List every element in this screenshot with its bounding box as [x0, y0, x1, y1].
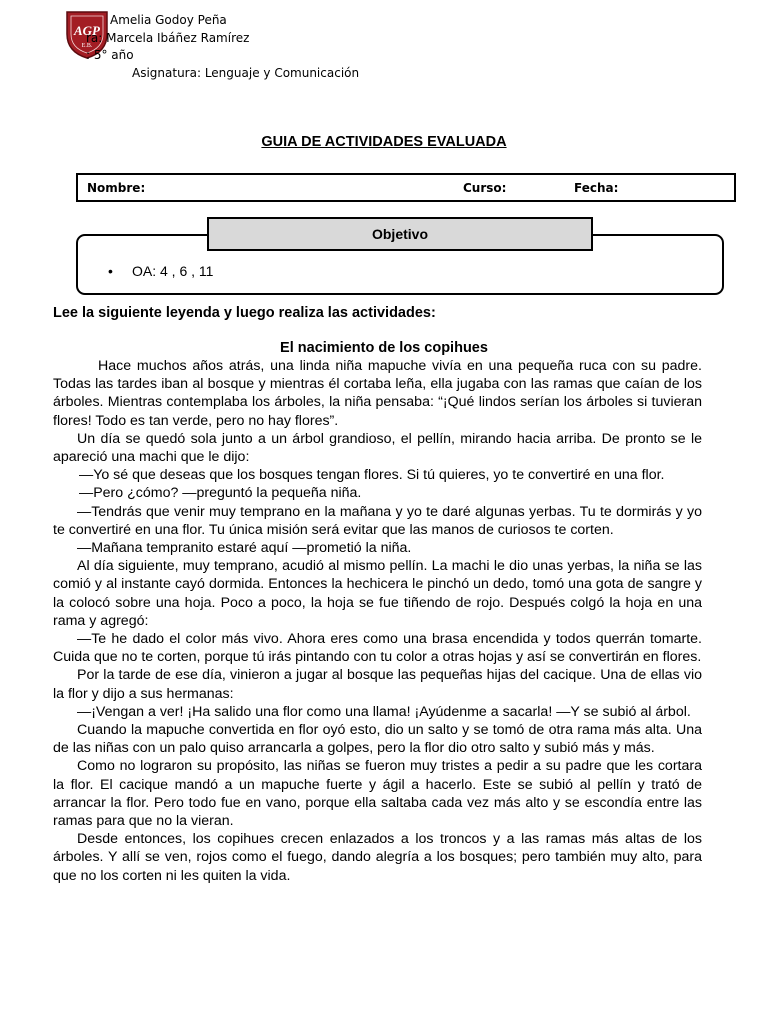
- instructions: Lee la siguiente leyenda y luego realiza las actividades:: [53, 305, 436, 321]
- fecha-label: Fecha:: [574, 181, 619, 195]
- logo-text: AGP: [74, 23, 100, 38]
- story-paragraph: Un día se quedó sola junto a un árbol grandioso, el pellín, mirando hacia arriba. De pronto se le apareció una machi que le dijo:: [53, 430, 702, 466]
- story-paragraph: Por la tarde de ese día, vinieron a jugar al bosque las pequeñas hijas del cacique. Una de ellas vio la flor y dijo a sus hermanas:: [53, 667, 702, 702]
- story-paragraph: Como no lograron su propósito, las niñas se fueron muy tristes a pedir a su padre que les cortara la flor. El cacique mandó a un mapuche fuerte y ágil a hacerlo. Este se subió al pellín y trató de arrancar la flor. Pero todo fue en vano, porque ella saltaba cada vez más alto y se escondía entre las ramas para que no la vieran.: [53, 758, 702, 830]
- story-body: [53, 357, 702, 885]
- nombre-label: Nombre:: [87, 181, 146, 195]
- header-course: : 5° año: [86, 48, 134, 62]
- student-info-box: [76, 173, 736, 202]
- story-paragraph: Hace muchos años atrás, una linda niña mapuche vivía en una pequeña ruca con su padre. Todas las tardes iban al bosque y mientras él cortaba leña, ella jugaba con las ramas que caían de los árboles. Mientras contemplaba los árboles, la niña pensaba: “¡Qué lindos serían los árboles si tuvieran flores! Todo es tan verde, pero no hay flores”.: [53, 358, 702, 429]
- story-dialogue: —Tendrás que venir muy temprano en la mañana y yo te daré algunas yerbas. Tu te dormirás y yo te convertiré en una flor. Tu única misión será evitar que las manos de curiosos te corten.: [53, 503, 702, 538]
- objective-heading: Objetivo: [207, 217, 593, 251]
- page-title: GUIA DE ACTIVIDADES EVALUADA: [261, 134, 507, 150]
- header-professor: ra: Marcela Ibáñez Ramírez: [86, 31, 250, 45]
- logo-subtext: E.B.: [81, 43, 93, 49]
- header-teacher-name: Amelia Godoy Peña: [110, 13, 227, 27]
- story-dialogue: —Te he dado el color más vivo. Ahora eres como una brasa encendida y todos querrán tomarte. Cuida que no te corten, porque tú irás pintando con tu color a otras hojas y así se convertirán en flores.: [53, 631, 702, 666]
- story-dialogue: —¡Vengan a ver! ¡Ha salido una flor como una llama! ¡Ayúdenme a sacarla! —Y se subió al árbol.: [77, 703, 691, 720]
- story-paragraph: Desde entonces, los copihues crecen enlazados a los troncos y a las ramas más altas de los árboles. Y allí se ven, rojos como el fuego, dando alegría a los bosques; pero también muy alto, para que no los corten ni les quiten la vida.: [53, 831, 702, 884]
- curso-label: Curso:: [463, 181, 507, 195]
- objective-text: OA: 4 , 6 , 11: [132, 263, 214, 279]
- bullet-icon: •: [108, 263, 113, 279]
- story-paragraph: Cuando la mapuche convertida en flor oyó esto, dio un salto y se tomó de otra rama más alta. Una de las niñas con un palo quiso arrancarla a golpes, pero la flor dio otro salto y subió más y más.: [53, 722, 702, 757]
- story-dialogue: —Pero ¿cómo? —preguntó la pequeña niña.: [79, 485, 362, 502]
- story-paragraph: Al día siguiente, muy temprano, acudió al mismo pellín. La machi le dio unas yerbas, la niña se las comió y al instante cayó dormida. Entonces la hechicera le pinchó un dedo, tomó una gota de sangre y la colocó sobre una hoja. Poco a poco, la hoja se fue tiñendo de rojo. Después colgó la hoja en una rama y agregó:: [53, 558, 702, 629]
- story-title: El nacimiento de los copihues: [280, 340, 488, 356]
- header-subject: Asignatura: Lenguaje y Comunicación: [132, 66, 360, 80]
- story-dialogue: —Yo sé que deseas que los bosques tengan flores. Si tú quieres, yo te convertiré en una flor.: [79, 467, 665, 484]
- story-dialogue: —Mañana tempranito estaré aquí —prometió la niña.: [77, 540, 412, 557]
